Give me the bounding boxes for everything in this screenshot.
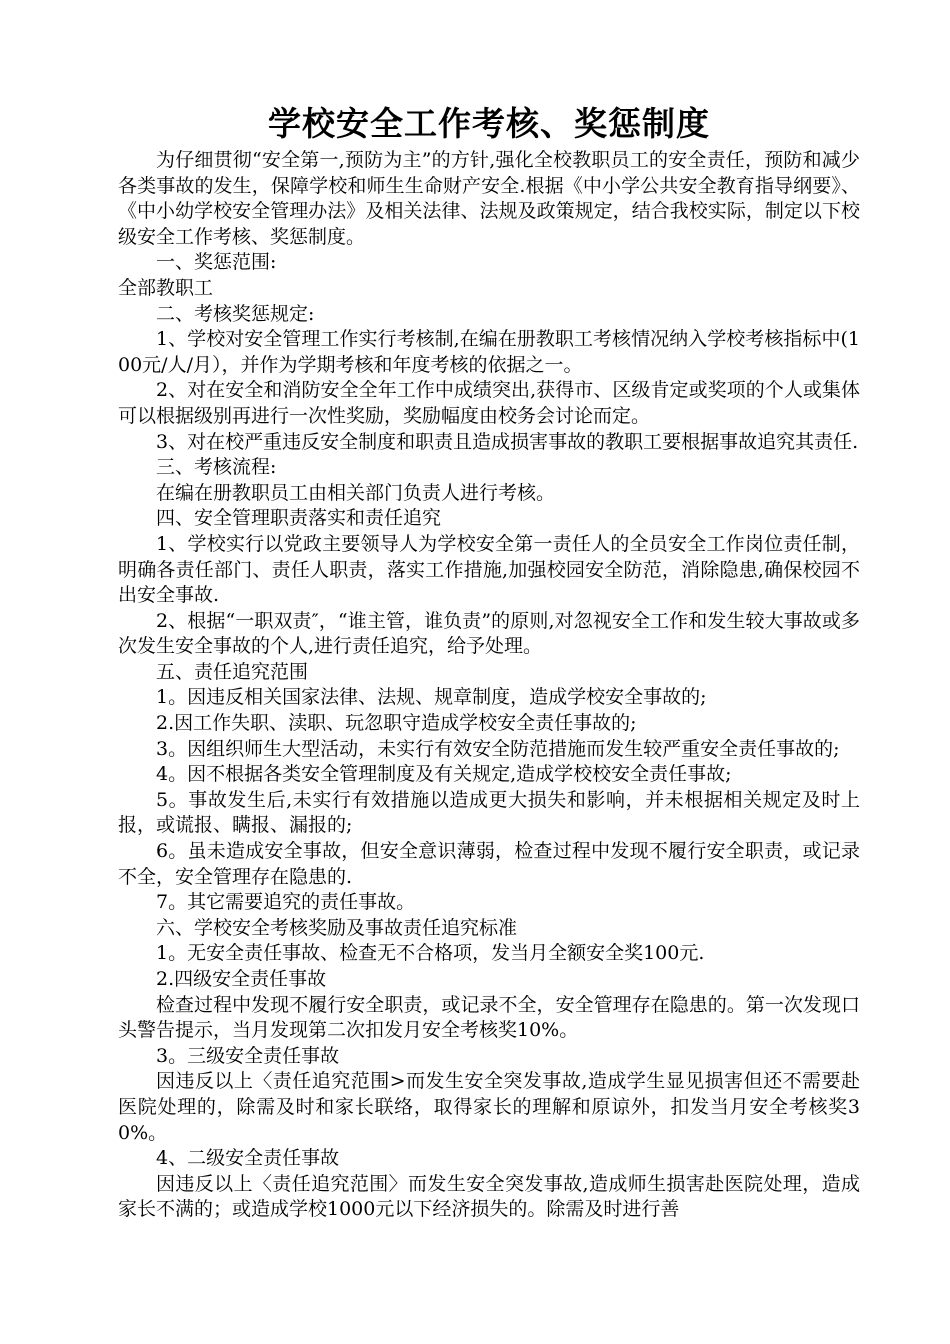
paragraph-all-staff: 全部教职工 xyxy=(118,276,214,299)
document-page xyxy=(118,100,860,1223)
list-item-standard-3: 3。三级安全责任事故 xyxy=(156,1044,340,1067)
section-heading-reward-scope: 一、奖惩范围: xyxy=(156,251,277,274)
section-heading-standards: 六、学校安全考核奖励及事故责任追究标准 xyxy=(156,916,518,939)
section-heading-responsibility: 四、安全管理职责落实和责任追究 xyxy=(156,507,442,530)
paragraph-rule-2: 2、对在安全和消防安全全年工作中成绩突出,获得市、区级肯定或奖项的个人或集体可以根据级别再进行一次性奖励，奖励幅度由校务会讨论而定。 xyxy=(118,379,860,427)
paragraph-intro: 为仔细贯彻“安全第一,预防为主”的方针,强化全校教职员工的安全责任，预防和减少各类事故的发生，保障学校和师生生命财产安全.根据《中小学公共安全教育指导纲要》、《中小幼学校安全管理办法》及相关法律、法规及政策规定，结合我校实际，制定以下校级安全工作考核、奖惩制度。 xyxy=(118,149,860,248)
paragraph-standard-4-detail: 因违反以上〈责任追究范围〉而发生安全突发事故,造成师生损害赴医院处理，造成家长不满的；或造成学校1000元以下经济损失的。除需及时进行善 xyxy=(118,1172,860,1221)
list-item-standard-2: 2.四级安全责任事故 xyxy=(156,968,327,990)
list-item-scope-4: 4。因不根据各类安全管理制度及有关规定,造成学校校安全责任事故; xyxy=(156,763,732,786)
list-item-scope-6: 6。虽未造成安全事故，但安全意识薄弱，检查过程中发现不履行安全职责，或记录不全，安全管理存在隐患的. xyxy=(118,840,860,888)
document-title: 学校安全工作考核、奖惩制度 xyxy=(268,104,710,143)
list-item-scope-7: 7。其它需要追究的责任事故。 xyxy=(156,891,416,914)
paragraph-standard-3-detail: 因违反以上〈责任追究范围>而发生安全突发事故,造成学生显见损害但还不需要赴医院处理的，除需及时和家长联络，取得家长的理解和原谅外，扣发当月安全考核奖30%。 xyxy=(118,1070,860,1144)
paragraph-process: 在编在册教职员工由相关部门负责人进行考核。 xyxy=(156,481,556,504)
paragraph-standard-2-detail: 检查过程中发现不履行安全职责，或记录不全，安全管理存在隐患的。第一次发现口头警告提示，当月发现第二次扣发月安全考核奖10%。 xyxy=(118,993,860,1042)
list-item-standard-1: 1。无安全责任事故、检查无不合格项，发当月全额安全奖100元. xyxy=(156,942,705,965)
list-item-scope-3: 3。因组织师生大型活动，未实行有效安全防范措施而发生较严重安全责任事故的; xyxy=(156,737,840,760)
list-item-scope-1: 1。因违反相关国家法律、法规、规章制度，造成学校安全事故的; xyxy=(156,686,707,709)
paragraph-rule-3: 3、对在校严重违反安全制度和职责且造成损害事故的教职工要根据事故追究其责任. xyxy=(156,430,859,453)
list-item-scope-2: 2.因工作失职、渎职、玩忽职守造成学校安全责任事故的; xyxy=(156,712,637,735)
document-body xyxy=(118,148,860,1223)
paragraph-responsibility-2: 2、根据“一职双责″，“谁主管，谁负责”的原则,对忽视安全工作和发生较大事故或多次发生安全事故的个人,进行责任追究，给予处理。 xyxy=(118,609,860,658)
section-heading-process: 三、考核流程: xyxy=(156,456,277,479)
section-heading-accountability-scope: 五、责任追究范围 xyxy=(156,660,309,683)
section-heading-rules: 二、考核奖惩规定: xyxy=(156,302,315,325)
paragraph-rule-1: 1、学校对安全管理工作实行考核制,在编在册教职工考核情况纳入学校考核指标中(100元/人/月），并作为学期考核和年度考核的依据之一。 xyxy=(118,328,860,376)
list-item-standard-4: 4、二级安全责任事故 xyxy=(156,1147,340,1170)
paragraph-responsibility-1: 1、学校实行以党政主要领导人为学校安全第一责任人的全员安全工作岗位责任制，明确各责任部门、责任人职责，落实工作措施,加强校园安全防范，消除隐患,确保校园不出安全事故. xyxy=(118,532,860,607)
list-item-scope-5: 5。事故发生后,未实行有效措施以造成更大损失和影响，并未根据相关规定及时上报，或谎报、瞒报、漏报的; xyxy=(118,788,860,837)
